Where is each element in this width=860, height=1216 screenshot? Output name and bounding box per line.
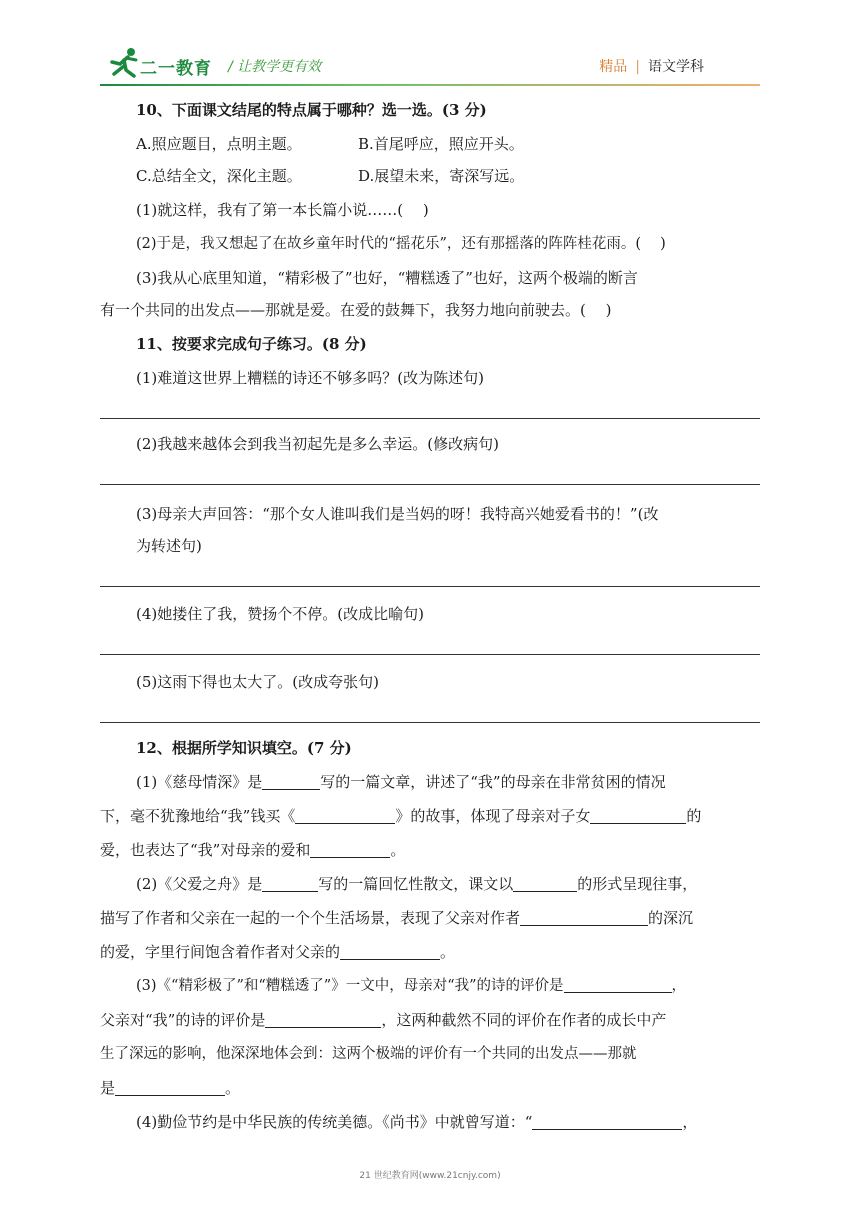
q10-item-3a: (3)我从心底里知道，“精彩极了”也好，“糟糕透了”也好，这两个极端的断言 bbox=[136, 269, 638, 287]
q11-item-2: (2)我越来越体会到我当初起先是多么幸运。(修改病句) bbox=[136, 435, 499, 453]
logo bbox=[100, 44, 230, 82]
q12-text: 描写了作者和父亲在一起的一个个生活场景，表现了父亲对作者 bbox=[100, 909, 521, 927]
header-right bbox=[599, 56, 704, 76]
fill-blank[interactable] bbox=[265, 1011, 381, 1028]
q12-p1-line3 bbox=[100, 840, 405, 860]
q10-option-b: B.首尾呼应，照应开头。 bbox=[358, 135, 524, 153]
q10-item-1: (1)就这样，我有了第一本长篇小说……( ) bbox=[136, 201, 429, 219]
q10-option-a: A.照应题目，点明主题。 bbox=[136, 135, 302, 153]
q12-p1-line2 bbox=[100, 806, 701, 826]
q12-text: 。 bbox=[440, 943, 456, 961]
fill-blank[interactable] bbox=[262, 875, 318, 892]
answer-line-1[interactable] bbox=[100, 418, 760, 419]
slogan: / 让教学更有效 bbox=[228, 59, 322, 75]
q12-text: 是 bbox=[100, 1079, 116, 1097]
q11-title: 11、按要求完成句子练习。(8 分) bbox=[136, 335, 367, 353]
q12-text: 写的一篇文章，讲述了“我”的母亲在非常贫困的情况 bbox=[320, 773, 666, 791]
q11-item-3b: 为转述句) bbox=[136, 537, 202, 555]
q12-p3-line2 bbox=[100, 1010, 666, 1030]
q12-text: 。 bbox=[390, 841, 406, 859]
q12-p1-line1 bbox=[136, 772, 666, 792]
q12-text: 父亲对“我”的诗的评价是 bbox=[100, 1011, 266, 1029]
answer-line-4[interactable] bbox=[100, 654, 760, 655]
q12-p4-line1 bbox=[136, 1112, 697, 1132]
q12-text: ，这两种截然不同的评价在作者的成长中产 bbox=[381, 1011, 667, 1029]
header-divider: | bbox=[635, 59, 640, 75]
fill-blank[interactable] bbox=[115, 1079, 225, 1096]
fill-blank[interactable] bbox=[295, 807, 395, 824]
fill-blank[interactable] bbox=[590, 807, 686, 824]
q12-p2-line1 bbox=[136, 874, 697, 894]
q12-text: (3)《“精彩极了”和“糟糕透了”》一文中，母亲对“我”的诗的评价是 bbox=[136, 978, 564, 994]
page-header bbox=[100, 44, 760, 84]
q12-text: 爱，也表达了“我”对母亲的爱和 bbox=[100, 841, 311, 859]
q12-p2-line3 bbox=[100, 942, 455, 962]
q12-text: (1)《慈母情深》是 bbox=[136, 773, 263, 791]
q11-item-3a: (3)母亲大声回答：“那个女人谁叫我们是当妈的呀！我特高兴她爱看书的！”(改 bbox=[136, 505, 659, 523]
q12-text: (2)《父爱之舟》是 bbox=[136, 875, 263, 893]
q12-text: 的形式呈现往事， bbox=[577, 875, 698, 893]
fill-blank[interactable] bbox=[513, 875, 577, 892]
fill-blank[interactable] bbox=[340, 943, 440, 960]
fill-blank[interactable] bbox=[564, 976, 672, 993]
q12-text: 》的故事，体现了母亲对子女 bbox=[395, 807, 591, 825]
q12-p3-line3: 生了深远的影响，他深深地体会到：这两个极端的评价有一个共同的出发点——那就 bbox=[100, 1046, 637, 1062]
q12-text: (4)勤俭节约是中华民族的传统美德。《尚书》中就曾写道：“ bbox=[136, 1113, 533, 1131]
fill-blank[interactable] bbox=[310, 841, 390, 858]
q12-text: ， bbox=[671, 978, 687, 994]
q10-item-2: (2)于是，我又想起了在故乡童年时代的“摇花乐”，还有那摇落的阵阵桂花雨。( ) bbox=[136, 236, 666, 252]
quality-label: 精品 bbox=[599, 59, 628, 75]
q10-option-d: D.展望未来，寄深写远。 bbox=[358, 167, 525, 185]
q12-text: 的 bbox=[686, 807, 702, 825]
q12-text: 的深沉 bbox=[648, 909, 694, 927]
answer-line-3[interactable] bbox=[100, 586, 760, 587]
q12-p3-line1 bbox=[136, 976, 686, 996]
logo-text: 二一教育 bbox=[140, 59, 212, 79]
q12-text: 的爱，字里行间饱含着作者对父亲的 bbox=[100, 943, 341, 961]
q12-text: 下，毫不犹豫地给“我”钱买《 bbox=[100, 807, 296, 825]
q10-option-c: C.总结全文，深化主题。 bbox=[136, 167, 302, 185]
q12-text: ， bbox=[682, 1113, 698, 1131]
answer-line-5[interactable] bbox=[100, 722, 760, 723]
fill-blank[interactable] bbox=[532, 1113, 682, 1130]
q12-title: 12、根据所学知识填空。(7 分) bbox=[136, 739, 352, 757]
subject-label: 语文学科 bbox=[648, 59, 704, 75]
fill-blank[interactable] bbox=[262, 773, 320, 790]
q12-text: 。 bbox=[225, 1079, 241, 1097]
fill-blank[interactable] bbox=[520, 909, 648, 926]
header-rule bbox=[100, 84, 760, 86]
q10-title: 10、下面课文结尾的特点属于哪种？选一选。(3 分) bbox=[136, 101, 487, 119]
q12-p3-line4 bbox=[100, 1078, 240, 1098]
q12-p2-line2 bbox=[100, 908, 693, 928]
q12-text: 写的一篇回忆性散文，课文以 bbox=[318, 875, 514, 893]
runner-logo-icon bbox=[104, 46, 144, 80]
answer-line-2[interactable] bbox=[100, 484, 760, 485]
q11-item-5: (5)这雨下得也太大了。(改成夸张句) bbox=[136, 673, 379, 691]
q10-item-3b: 有一个共同的出发点——那就是爱。在爱的鼓舞下，我努力地向前驶去。( ) bbox=[100, 301, 612, 319]
q11-item-1: (1)难道这世界上糟糕的诗还不够多吗？(改为陈述句) bbox=[136, 369, 484, 387]
q11-item-4: (4)她搂住了我，赞扬个不停。(改成比喻句) bbox=[136, 605, 424, 623]
page-footer: 21 世纪教育网(www.21cnjy.com) bbox=[359, 1171, 501, 1181]
